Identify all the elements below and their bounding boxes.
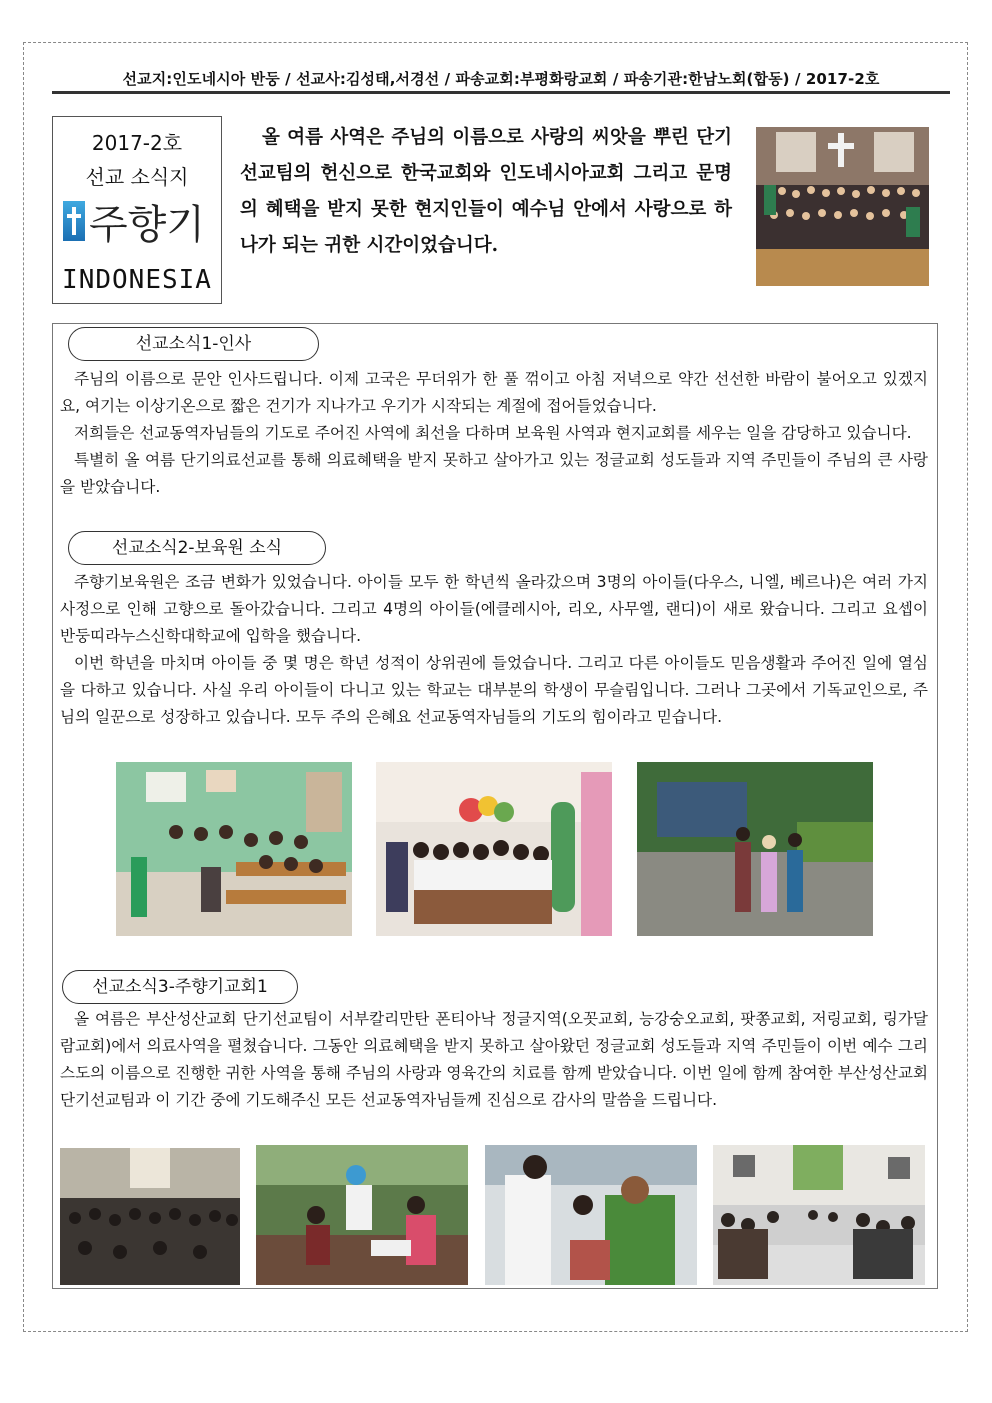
congregation-photo [60,1148,240,1285]
paragraph: 올 여름은 부산성산교회 단기선교팀이 서부칼리만탄 폰티아낙 정글지역(오꼿교회, 능강숭오교회, 팟쫑교회, 저링교회, 링가달람교회)에서 의료사역을 펼쳤습니다. 그동안 의료혜택을 받지 못하고 살아왔던 정글교회 성도들과 지역 주민들이 이번 예수 그리스도의 이름으로 진행한 귀한 사역을 통해 주님의 사랑과 영육간의 치료를 함께 받았습니다. 이번 일에 함께 참여한 부산성산교회 단기선교팀과 이 기간 중에 기도해주신 모든 선교동역자님들께 진심으로 감사의 말씀을 드립니다. [60,1010,928,1109]
classroom-photo [116,762,352,936]
header-info: 선교지:인도네시아 반둥 / 선교사:김성태,서경선 / 파송교회:부평화랑교회 / 파송기관:한남노회(합동) / 2017-2호 [122,70,880,88]
logo-text: 주향기 [89,202,205,248]
section-body-greeting [60,366,928,501]
section-body-orphanage [60,569,928,731]
group-photo [756,127,929,286]
newsletter-label: 선교 소식지 [85,165,189,189]
issue-number: 2017-2호 [91,131,183,155]
masthead-box [52,116,222,304]
children-uniform-photo [376,762,612,936]
paragraph: 특별히 올 여름 단기의료선교를 통해 의료혜택을 받지 못하고 살아가고 있는 정글교회 성도들과 지역 주민들이 주님의 큰 사랑을 받았습니다. [60,451,928,496]
church-crowd-photo [713,1145,925,1285]
medical-check-photo [256,1145,468,1285]
outdoor-visit-photo [637,762,873,936]
medicine-distribution-photo [485,1145,697,1285]
cross-icon [63,201,85,241]
section-title-church: 선교소식3-주향기교회1 [62,970,298,1004]
section-body-church [60,1006,928,1114]
paragraph: 저희들은 선교동역자님들의 기도로 주어진 사역에 최선을 다하며 보육원 사역과 현지교회를 세우는 일을 감당하고 있습니다. [74,424,912,442]
logo [63,197,213,249]
paragraph: 주님의 이름으로 문안 인사드립니다. 이제 고국은 무더위가 한 풀 꺾이고 아침 저녁으로 약간 선선한 바람이 불어오고 있겠지요, 여기는 이상기온으로 짧은 건기가 지나가고 우기가 시작되는 계절에 접어들었습니다. [60,370,928,415]
intro-text: 올 여름 사역은 주님의 이름으로 사랑의 씨앗을 뿌린 단기선교팀의 헌신으로 한국교회와 인도네시아교회 그리고 문명의 혜택을 받지 못한 현지인들이 예수님 안에서 사랑으로 하나가 되는 귀한 시간이었습니다. [240,127,732,256]
paragraph: 주향기보육원은 조금 변화가 있었습니다. 아이들 모두 한 학년씩 올라갔으며 3명의 아이들(다우스, 니엘, 베르나)은 여러 가지 사정으로 인해 고향으로 돌아갔습니다. 그리고 4명의 아이들(에클레시아, 리오, 사무엘, 랜디)이 새로 왔습니다. 그리고 요셉이 반둥띠라누스신학대학교에 입학을 했습니다. [60,573,928,645]
section-title-greeting: 선교소식1-인사 [68,327,319,361]
country-name: INDONESIA [62,265,212,295]
paragraph: 이번 학년을 마치며 아이들 중 몇 명은 학년 성적이 상위권에 들었습니다. 그리고 다른 아이들도 믿음생활과 주어진 일에 열심을 다하고 있습니다. 사실 우리 아이들이 다니고 있는 학교는 대부분의 학생이 무슬림입니다. 그러나 그곳에서 기독교인으로, 주님의 일꾼으로 성장하고 있습니다. 모두 주의 은혜요 선교동역자님들의 기도의 힘이라고 믿습니다. [60,654,928,726]
section-title-orphanage: 선교소식2-보육원 소식 [68,531,326,565]
